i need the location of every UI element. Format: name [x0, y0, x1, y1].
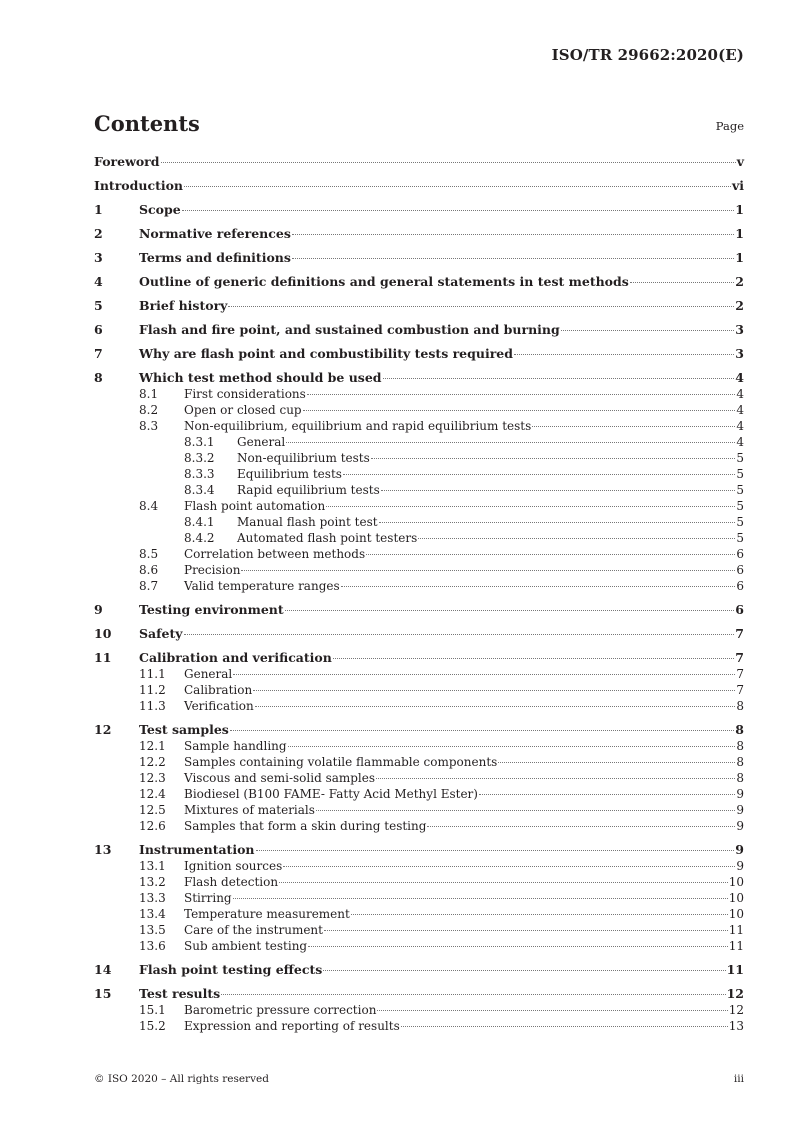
toc-entry-label: Flash point testing effects — [139, 962, 323, 977]
dot-leader — [366, 554, 735, 555]
toc-entry[interactable] — [94, 418, 744, 434]
dot-leader — [427, 826, 735, 827]
dot-leader — [379, 522, 736, 523]
toc-page-number: 5 — [736, 483, 744, 497]
toc-page-number: 8 — [736, 739, 744, 753]
toc-entry-label: Safety — [139, 626, 183, 641]
toc-page-number: 6 — [736, 563, 744, 577]
subsection-number: 12.4 — [139, 787, 166, 801]
toc-entry-label: General — [237, 435, 286, 449]
toc-entry[interactable] — [94, 906, 744, 922]
subsubsection-number: 8.3.2 — [184, 451, 215, 465]
toc-entry-label: Valid temperature ranges — [184, 579, 340, 593]
subsection-number: 13.5 — [139, 923, 166, 937]
toc-entry[interactable] — [94, 274, 744, 290]
section-number: 15 — [94, 986, 112, 1001]
dot-leader — [283, 866, 735, 867]
dot-leader — [418, 538, 735, 539]
toc-entry-label: Care of the instrument — [184, 923, 323, 937]
toc-entry[interactable] — [94, 226, 744, 242]
dot-leader — [161, 162, 736, 163]
footer-page-number: iii — [733, 1073, 744, 1085]
dot-leader — [184, 634, 735, 635]
section-number: 2 — [94, 226, 103, 241]
toc-entry[interactable] — [94, 626, 744, 642]
subsection-number: 8.1 — [139, 387, 159, 401]
toc-entry-label: Calibration — [184, 683, 253, 697]
toc-entry-label: Samples containing volatile flammable components — [184, 755, 498, 769]
toc-page-number: 5 — [736, 531, 744, 545]
dot-leader — [288, 746, 736, 747]
section-number: 7 — [94, 346, 103, 361]
subsection-number: 13.6 — [139, 939, 166, 953]
subsection-number: 8.5 — [139, 547, 159, 561]
toc-page-number: 11 — [728, 939, 744, 953]
dot-leader — [256, 850, 735, 851]
toc-entry-label: First considerations — [184, 387, 306, 401]
subsection-number: 11.1 — [139, 667, 166, 681]
toc-page-number: 4 — [736, 387, 744, 401]
toc-page-number: 10 — [728, 891, 744, 905]
subsection-number: 15.2 — [139, 1019, 166, 1033]
dot-leader — [253, 690, 735, 691]
toc-page-number: 12 — [728, 1003, 744, 1017]
toc-page-number: 5 — [736, 515, 744, 529]
toc-entry-label: Flash and fire point, and sustained combustion and burning — [139, 322, 560, 337]
toc-page-number: 4 — [736, 403, 744, 417]
dot-leader — [279, 882, 728, 883]
toc-entry-label: Open or closed cup — [184, 403, 302, 417]
dot-leader — [241, 570, 735, 571]
toc-entry-label: Flash point automation — [184, 499, 326, 513]
dot-leader — [630, 282, 735, 283]
subsection-number: 11.2 — [139, 683, 166, 697]
toc-entry-label: Test samples — [139, 722, 229, 737]
toc-entry-label: Viscous and semi-solid samples — [184, 771, 376, 785]
dot-leader — [303, 410, 736, 411]
dot-leader — [343, 474, 735, 475]
toc-entry[interactable] — [94, 178, 744, 194]
dot-leader — [376, 778, 735, 779]
toc-entry-label: Introduction — [94, 178, 184, 193]
document-header-id: ISO/TR 29662:2020(E) — [551, 46, 744, 64]
toc-page-number: 9 — [736, 787, 744, 801]
toc-entry[interactable] — [94, 786, 744, 802]
toc-entry-label: Rapid equilibrium tests — [237, 483, 380, 497]
dot-leader — [308, 946, 728, 947]
subsection-number: 8.4 — [139, 499, 159, 513]
toc-entry[interactable] — [94, 514, 744, 530]
toc-entry-label: Barometric pressure correction — [184, 1003, 377, 1017]
toc-entry[interactable] — [94, 402, 744, 418]
toc-entry-label: Temperature measurement — [184, 907, 350, 921]
section-number: 4 — [94, 274, 103, 289]
toc-entry-label: Ignition sources — [184, 859, 283, 873]
section-number: 3 — [94, 250, 103, 265]
dot-leader — [532, 426, 735, 427]
toc-entry-label: Sample handling — [184, 739, 287, 753]
section-number: 10 — [94, 626, 112, 641]
toc-page-number: 1 — [735, 250, 744, 265]
toc-entry[interactable] — [94, 650, 744, 666]
toc-entry-label: Test results — [139, 986, 221, 1001]
toc-entry[interactable] — [94, 482, 744, 498]
subsubsection-number: 8.4.2 — [184, 531, 215, 545]
subsubsection-number: 8.4.1 — [184, 515, 215, 529]
toc-page-number: 6 — [736, 579, 744, 593]
toc-page-number: 6 — [736, 547, 744, 561]
toc-page-number: 12 — [726, 986, 744, 1001]
dot-leader — [371, 458, 736, 459]
section-number: 11 — [94, 650, 112, 665]
toc-entry-label: General — [184, 667, 233, 681]
toc-entry-label: Equilibrium tests — [237, 467, 342, 481]
subsection-number: 13.2 — [139, 875, 166, 889]
toc-entry-label: Precision — [184, 563, 241, 577]
toc-entry-label: Correlation between methods — [184, 547, 366, 561]
toc-page-number: 10 — [728, 875, 744, 889]
toc-entry[interactable] — [94, 698, 744, 714]
toc-entry[interactable] — [94, 666, 744, 682]
subsection-number: 12.5 — [139, 803, 166, 817]
dot-leader — [292, 234, 734, 235]
toc-entry-label: Foreword — [94, 154, 160, 169]
toc-page-number: 8 — [736, 755, 744, 769]
toc-page-number: 13 — [728, 1019, 744, 1033]
toc-entry-label: Outline of generic definitions and general statements in test methods — [139, 274, 629, 289]
dot-leader — [377, 1010, 727, 1011]
toc-page-number: 6 — [735, 602, 744, 617]
subsection-number: 13.4 — [139, 907, 166, 921]
toc-entry[interactable] — [94, 858, 744, 874]
toc-page-number: 3 — [735, 346, 744, 361]
toc-entry-label: Mixtures of materials — [184, 803, 315, 817]
toc-entry-label: Automated flash point testers — [237, 531, 418, 545]
subsection-number: 13.1 — [139, 859, 166, 873]
toc-entry-label: Sub ambient testing — [184, 939, 308, 953]
toc-entry[interactable] — [94, 802, 744, 818]
toc-entry[interactable] — [94, 1002, 744, 1018]
toc-entry-label: Scope — [139, 202, 181, 217]
dot-leader — [381, 490, 736, 491]
toc-entry[interactable] — [94, 346, 744, 362]
toc-entry[interactable] — [94, 938, 744, 954]
toc-page-number: 3 — [735, 322, 744, 337]
toc-entry[interactable] — [94, 322, 744, 338]
dot-leader — [326, 506, 735, 507]
dot-leader — [221, 994, 725, 995]
toc-entry[interactable] — [94, 298, 744, 314]
toc-page-number: 4 — [736, 435, 744, 449]
toc-entry-label: Manual flash point test — [237, 515, 378, 529]
toc-entry[interactable] — [94, 874, 744, 890]
dot-leader — [286, 442, 735, 443]
dot-leader — [351, 914, 728, 915]
toc-page-number: 9 — [736, 803, 744, 817]
toc-entry-label: Flash detection — [184, 875, 279, 889]
dot-leader — [228, 306, 734, 307]
toc-entry-label: Expression and reporting of results — [184, 1019, 400, 1033]
toc-entry[interactable] — [94, 562, 744, 578]
toc-entry-label: Calibration and verification — [139, 650, 332, 665]
toc-page-number: 8 — [736, 771, 744, 785]
toc-entry-label: Testing environment — [139, 602, 284, 617]
subsection-number: 8.7 — [139, 579, 159, 593]
table-of-contents — [94, 154, 744, 1034]
toc-entry[interactable] — [94, 202, 744, 218]
subsection-number: 12.1 — [139, 739, 166, 753]
toc-entry[interactable] — [94, 250, 744, 266]
toc-page-number: 9 — [736, 819, 744, 833]
contents-title: Contents — [94, 111, 200, 136]
dot-leader — [383, 378, 735, 379]
toc-entry[interactable] — [94, 1018, 744, 1034]
dot-leader — [184, 186, 731, 187]
toc-entry[interactable] — [94, 434, 744, 450]
toc-entry[interactable] — [94, 986, 744, 1002]
dot-leader — [514, 354, 734, 355]
toc-entry[interactable] — [94, 530, 744, 546]
subsection-number: 12.2 — [139, 755, 166, 769]
section-number: 9 — [94, 602, 103, 617]
toc-page-number: vi — [731, 178, 744, 193]
toc-entry[interactable] — [94, 154, 744, 170]
dot-leader — [182, 210, 735, 211]
subsection-number: 11.3 — [139, 699, 166, 713]
subsection-number: 12.6 — [139, 819, 166, 833]
toc-entry[interactable] — [94, 922, 744, 938]
toc-entry[interactable] — [94, 370, 744, 386]
toc-entry-label: Verification — [184, 699, 254, 713]
toc-page-number: 7 — [735, 650, 744, 665]
dot-leader — [307, 394, 736, 395]
toc-entry-label: Biodiesel (B100 FAME- Fatty Acid Methyl Ester) — [184, 787, 478, 801]
dot-leader — [285, 610, 735, 611]
toc-entry[interactable] — [94, 546, 744, 562]
subsection-number: 12.3 — [139, 771, 166, 785]
toc-entry-label: Non-equilibrium tests — [237, 451, 370, 465]
toc-page-number: 1 — [735, 226, 744, 241]
subsection-number: 15.1 — [139, 1003, 166, 1017]
dot-leader — [341, 586, 736, 587]
dot-leader — [561, 330, 735, 331]
toc-page-number: 5 — [736, 467, 744, 481]
toc-entry-label: Which test method should be used — [139, 370, 382, 385]
dot-leader — [323, 970, 725, 971]
toc-page-number: 9 — [735, 842, 744, 857]
toc-page-number: 4 — [735, 370, 744, 385]
subsection-number: 8.2 — [139, 403, 159, 417]
section-number: 13 — [94, 842, 112, 857]
subsubsection-number: 8.3.1 — [184, 435, 215, 449]
toc-entry[interactable] — [94, 466, 744, 482]
toc-page-number: 7 — [735, 626, 744, 641]
toc-page-number: 9 — [736, 859, 744, 873]
toc-page-number: 5 — [736, 451, 744, 465]
toc-page-number: 2 — [735, 274, 744, 289]
toc-entry[interactable] — [94, 498, 744, 514]
toc-page-number: 7 — [736, 683, 744, 697]
toc-entry[interactable] — [94, 770, 744, 786]
toc-entry-label: Samples that form a skin during testing — [184, 819, 427, 833]
dot-leader — [479, 794, 735, 795]
subsection-number: 13.3 — [139, 891, 166, 905]
section-number: 8 — [94, 370, 103, 385]
toc-entry[interactable] — [94, 754, 744, 770]
section-number: 12 — [94, 722, 112, 737]
toc-page-number: 4 — [736, 419, 744, 433]
dot-leader — [255, 706, 736, 707]
subsection-number: 8.6 — [139, 563, 159, 577]
toc-entry-label: Normative references — [139, 226, 291, 241]
toc-page-number: 5 — [736, 499, 744, 513]
toc-entry[interactable] — [94, 386, 744, 402]
toc-page-number: 1 — [735, 202, 744, 217]
toc-entry[interactable] — [94, 578, 744, 594]
section-number: 6 — [94, 322, 103, 337]
dot-leader — [233, 674, 735, 675]
toc-entry[interactable] — [94, 722, 744, 738]
subsubsection-number: 8.3.4 — [184, 483, 215, 497]
toc-page-number: 11 — [728, 923, 744, 937]
footer-copyright: © ISO 2020 – All rights reserved — [94, 1073, 269, 1085]
toc-entry[interactable] — [94, 450, 744, 466]
toc-page-number: 8 — [735, 722, 744, 737]
toc-entry[interactable] — [94, 842, 744, 858]
subsubsection-number: 8.3.3 — [184, 467, 215, 481]
toc-entry[interactable] — [94, 890, 744, 906]
toc-entry-label: Stirring — [184, 891, 232, 905]
dot-leader — [230, 730, 734, 731]
dot-leader — [316, 810, 735, 811]
toc-entry-label: Terms and definitions — [139, 250, 291, 265]
section-number: 1 — [94, 202, 103, 217]
page-column-label: Page — [715, 119, 744, 133]
dot-leader — [292, 258, 734, 259]
dot-leader — [233, 898, 728, 899]
section-number: 14 — [94, 962, 112, 977]
toc-entry[interactable] — [94, 962, 744, 978]
toc-entry-label: Non-equilibrium, equilibrium and rapid equilibrium tests — [184, 419, 532, 433]
section-number: 5 — [94, 298, 103, 313]
toc-entry-label: Why are flash point and combustibility tests required — [139, 346, 513, 361]
toc-page-number: 2 — [735, 298, 744, 313]
dot-leader — [324, 930, 728, 931]
toc-page-number: 8 — [736, 699, 744, 713]
toc-page-number: 11 — [726, 962, 744, 977]
toc-page-number: 10 — [728, 907, 744, 921]
subsection-number: 8.3 — [139, 419, 159, 433]
toc-page-number: 7 — [736, 667, 744, 681]
toc-entry[interactable] — [94, 738, 744, 754]
dot-leader — [401, 1026, 728, 1027]
toc-entry[interactable] — [94, 818, 744, 834]
dot-leader — [333, 658, 734, 659]
toc-entry-label: Instrumentation — [139, 842, 255, 857]
dot-leader — [498, 762, 735, 763]
toc-page-number: v — [736, 154, 744, 169]
toc-entry-label: Brief history — [139, 298, 228, 313]
toc-entry[interactable] — [94, 602, 744, 618]
toc-entry[interactable] — [94, 682, 744, 698]
